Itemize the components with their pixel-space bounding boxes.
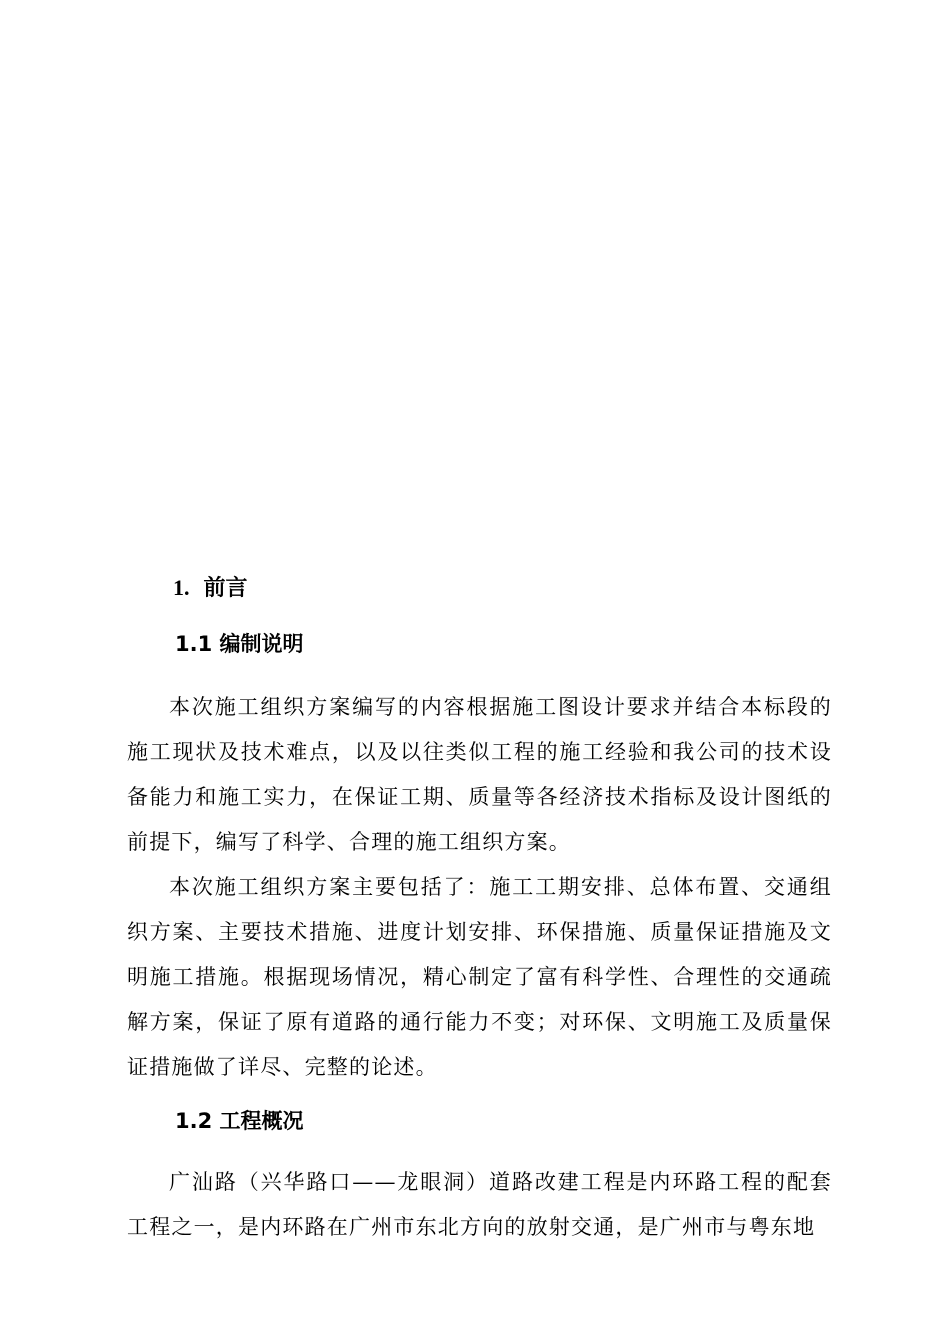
subsection-heading-project-overview: 1.2 工程概况 — [175, 1109, 304, 1133]
paragraph: 本次施工组织方案主要包括了：施工工期安排、总体布置、交通组织方案、主要技术措施、进度计划安排、环保措施、质量保证措施及文明施工措施。根据现场情况，精心制定了富有科学性、合理性的交通疏解方案，保证了原有道路的通行能力不变；对环保、文明施工及质量保证措施做了详尽、完整的论述。 — [127, 875, 832, 1079]
section-heading-foreword — [127, 566, 832, 611]
paragraph: 广汕路（兴华路口——龙眼洞）道路改建工程是内环路工程的配套工程之一，是内环路在广州市东北方向的放射交通，是广州市与粤东地 — [127, 1170, 832, 1239]
subsection-heading-compilation-notes: 1.1 编制说明 — [175, 632, 304, 656]
section-title: 前言 — [203, 576, 248, 601]
paragraph: 本次施工组织方案编写的内容根据施工图设计要求并结合本标段的施工现状及技术难点，以及以往类似工程的施工经验和我公司的技术设备能力和施工实力，在保证工期、质量等各经济技术指标及设计图纸的前提下，编写了科学、合理的施工组织方案。 — [127, 695, 832, 854]
document-body — [127, 566, 832, 1250]
section-number: 1. — [173, 575, 190, 600]
